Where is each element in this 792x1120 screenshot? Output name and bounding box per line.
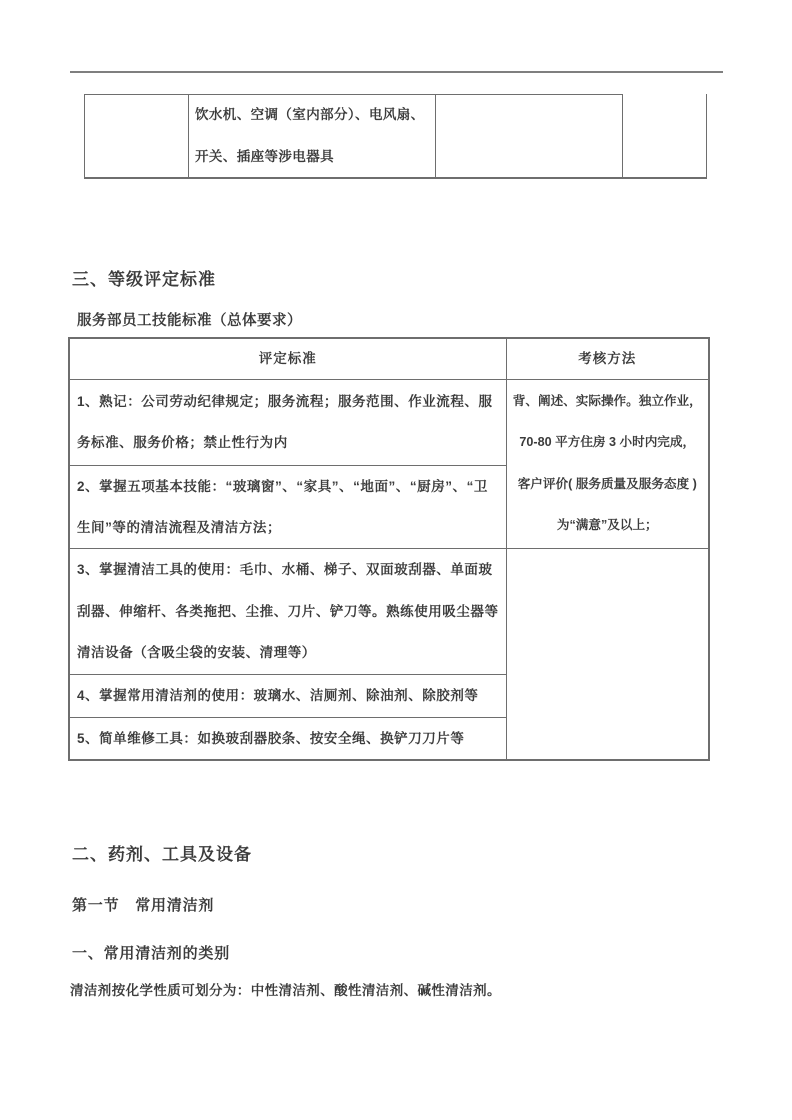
chemicals-section1-title: 第一节 常用清洁剂 — [72, 897, 215, 914]
criteria-line: 生间”等的清洁流程及清洁方法； — [77, 519, 281, 535]
table-header-row — [69, 338, 709, 379]
header-cell-criteria — [69, 338, 506, 379]
criteria-line: 5、简单维修工具：如换玻刮器胶条、按安全绳、换铲刀刀片等 — [77, 730, 465, 746]
method-cell — [506, 379, 709, 549]
criteria-line: 刮器、伸缩杆、各类拖把、尘推、刀片、铲刀等。熟练使用吸尘器等 — [77, 603, 499, 619]
table-row — [69, 379, 709, 465]
criteria-cell-1 — [69, 379, 506, 465]
continued-table — [84, 94, 707, 179]
continued-table-line: 开关、插座等涉电器具 — [195, 149, 334, 164]
grading-section-heading: 三、等级评定标准 — [72, 270, 216, 289]
continued-table-empty-cell-mid — [435, 94, 622, 179]
chemicals-body-text: 清洁剂按化学性质可划分为：中性清洁剂、酸性清洁剂、碱性清洁剂。 — [70, 983, 501, 998]
chemicals-sub-title: 一、常用清洁剂的类别 — [72, 945, 231, 962]
continued-table-empty-cell-left — [84, 94, 188, 179]
criteria-line: 清洁设备（含吸尘袋的安装、清理等） — [77, 645, 316, 661]
method-empty-cell — [506, 549, 709, 760]
method-line: 背、阐述、实际操作。独立作业， — [512, 393, 702, 408]
criteria-cell-3 — [69, 549, 506, 674]
continued-table-empty-cell-right — [622, 94, 707, 179]
skills-standard-table — [68, 337, 710, 761]
criteria-cell-5 — [69, 717, 506, 760]
criteria-line: 2、掌握五项基本技能：“玻璃窗”、“家具”、“地面”、“厨房”、“卫 — [77, 478, 488, 494]
page-header-rule — [70, 71, 723, 73]
continued-table-text-cell — [188, 94, 435, 179]
continued-table-line: 饮水机、空调（室内部分）、电风扇、 — [195, 107, 425, 122]
criteria-line: 3、掌握清洁工具的使用：毛巾、水桶、梯子、双面玻刮器、单面玻 — [77, 562, 493, 578]
chemicals-section-heading: 二、药剂、工具及设备 — [72, 845, 252, 864]
method-line: 为“满意”及以上； — [556, 518, 658, 533]
criteria-line: 4、掌握常用清洁剂的使用：玻璃水、洁厕剂、除油剂、除胶剂等 — [77, 687, 479, 703]
header-label: 考核方法 — [578, 351, 637, 367]
grading-section-subheading: 服务部员工技能标准（总体要求） — [77, 313, 302, 329]
criteria-line: 务标准、服务价格；禁止性行为内 — [77, 435, 288, 450]
table-row — [69, 549, 709, 674]
header-cell-method — [506, 338, 709, 379]
criteria-line: 1、熟记：公司劳动纪律规定；服务流程；服务范围、作业流程、服 — [77, 393, 493, 409]
method-line: 客户评价( 服务质量及服务态度 ) — [517, 476, 697, 491]
method-line: 70-80 平方住房 3 小时内完成， — [519, 435, 696, 450]
header-label: 评定标准 — [258, 351, 317, 367]
criteria-cell-2 — [69, 465, 506, 549]
criteria-cell-4 — [69, 674, 506, 717]
